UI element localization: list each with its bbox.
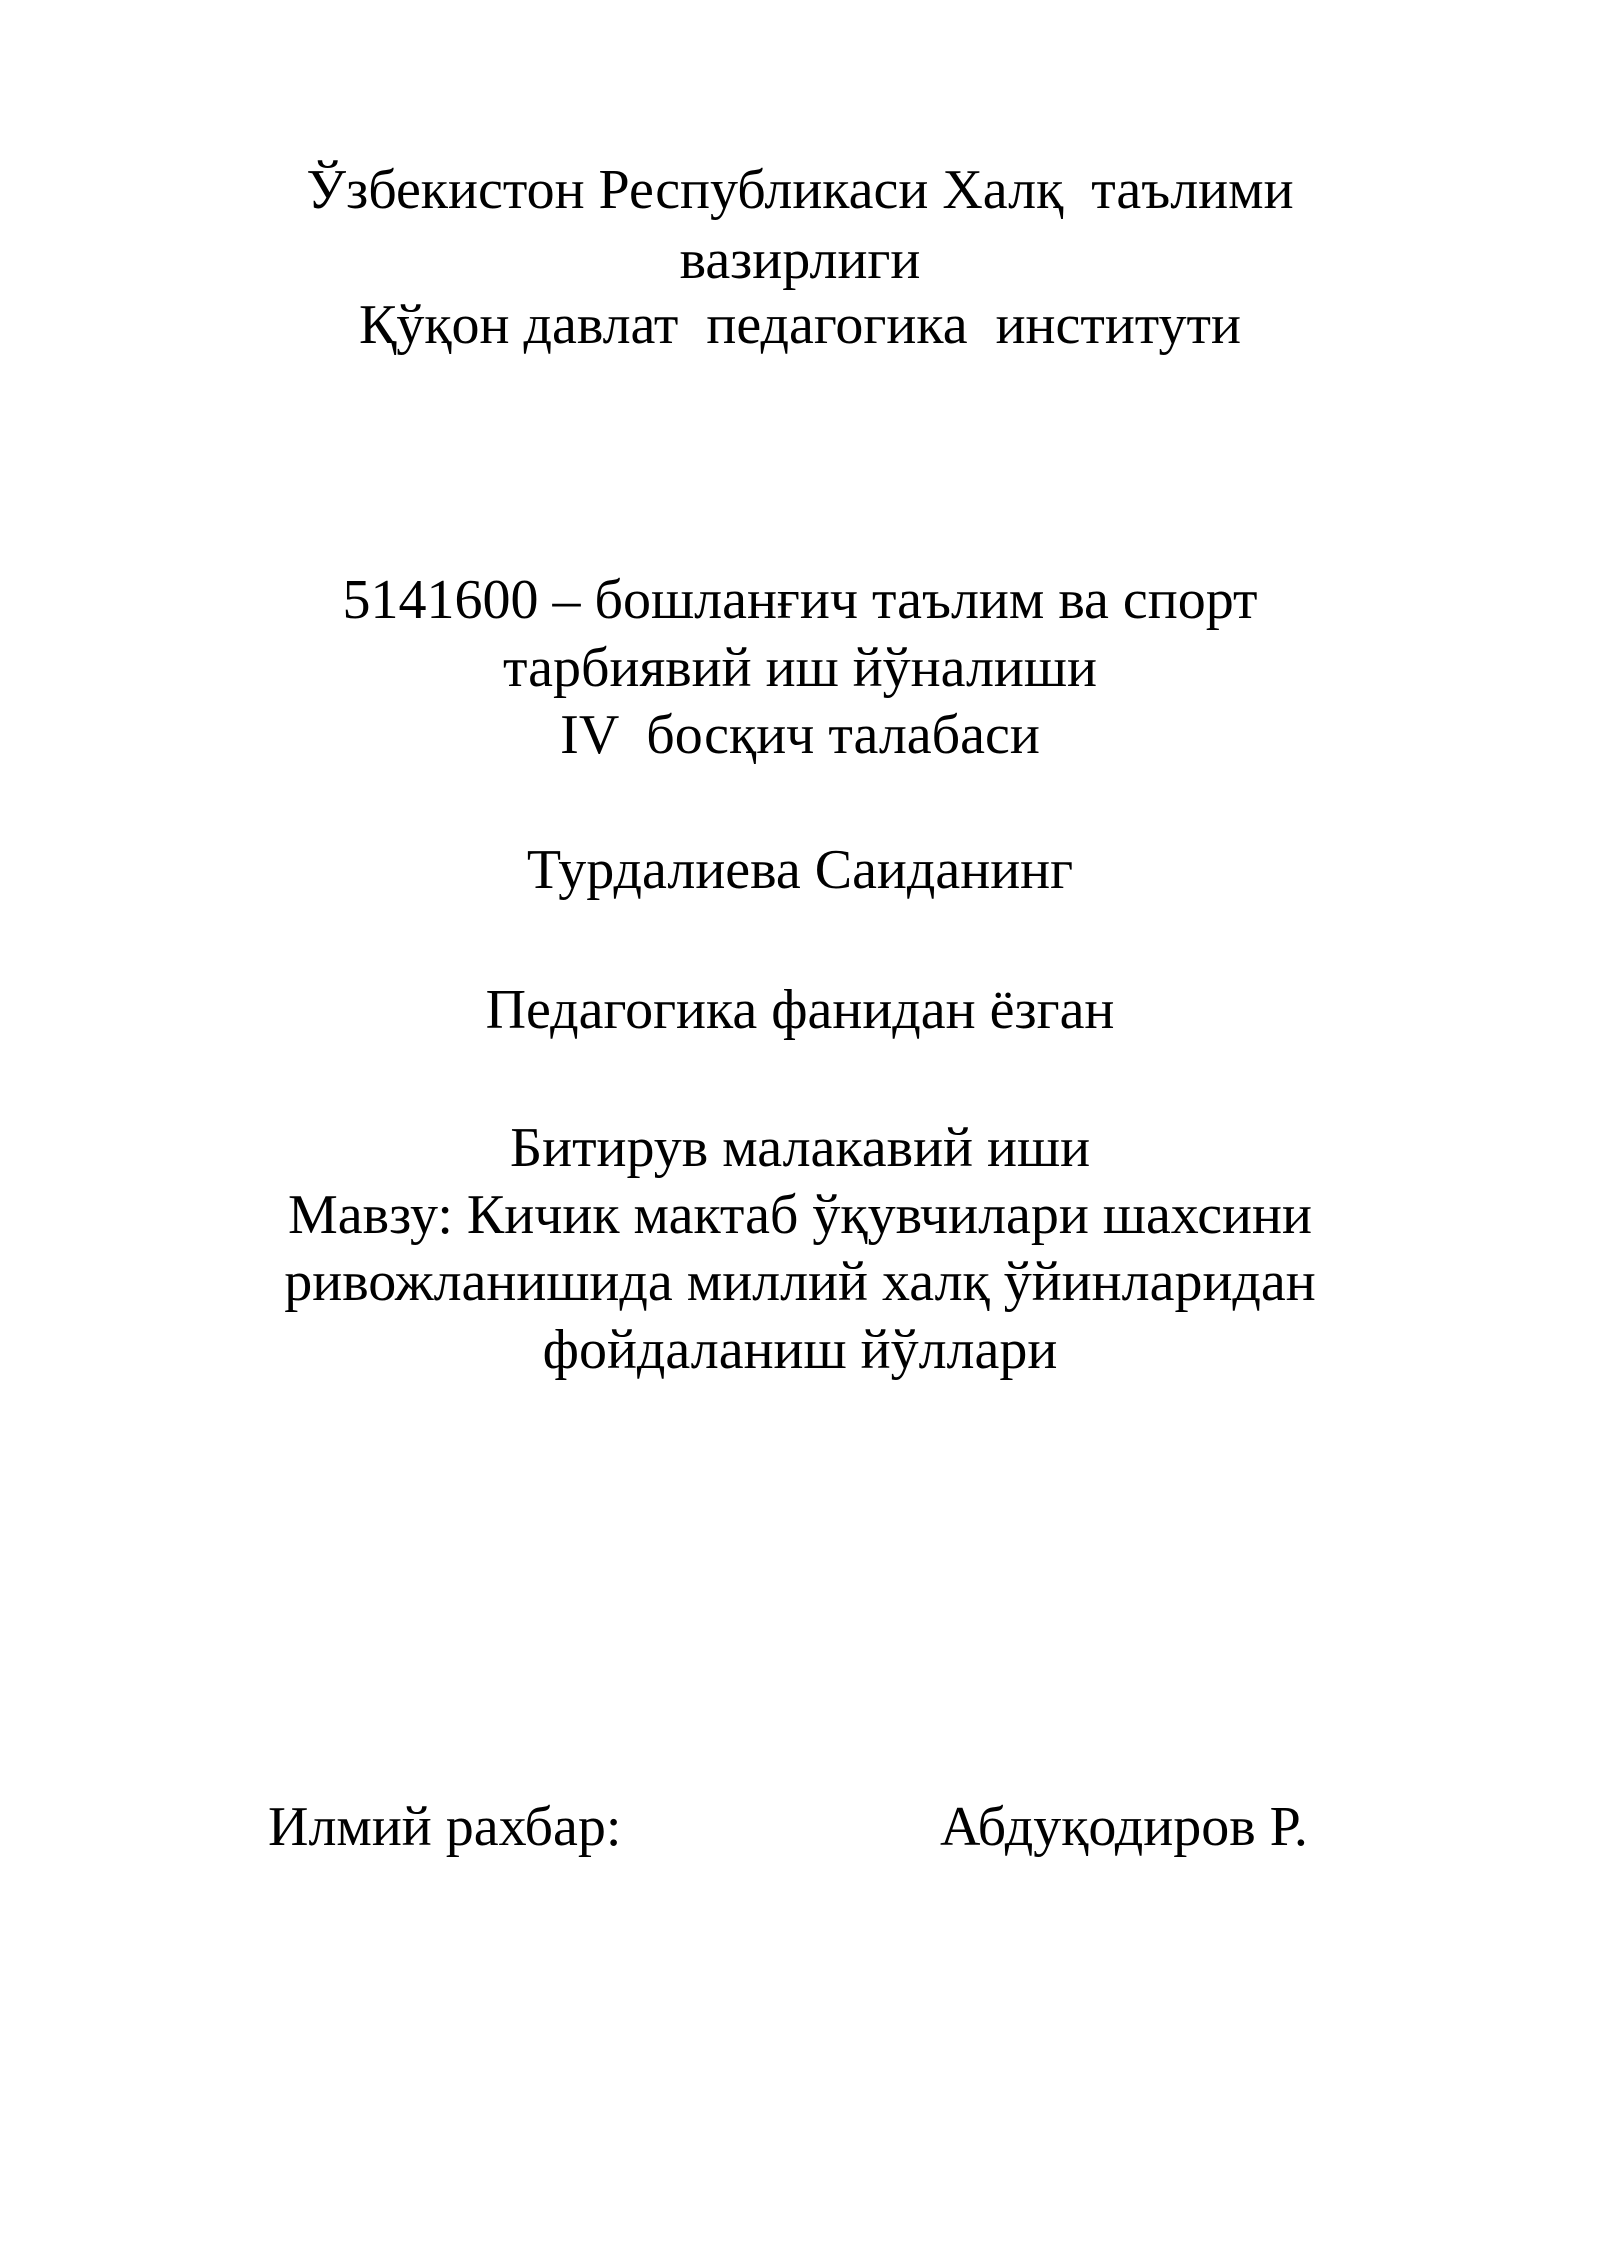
thesis-topic-line-2: ривожланишида миллий халқ ўйинларидан — [284, 1251, 1316, 1313]
ministry-line-1: Ўзбекистон Республикаси Халқ таълими — [306, 159, 1294, 221]
supervisor-name: Абдуқодиров Р. — [940, 1796, 1308, 1858]
thesis-type: Битирув малакавий иши — [509, 1117, 1091, 1179]
subject-line: Педагогика фанидан ёзган — [485, 979, 1115, 1041]
stage-line: IV босқич талабаси — [560, 704, 1040, 766]
thesis-topic-line-1: Мавзу: Кичик мактаб ўқувчилари шахсини — [288, 1184, 1312, 1246]
student-name: Турдалиева Саиданинг — [526, 839, 1074, 901]
institute-name: Қўқон давлат педагогика институти — [359, 294, 1241, 356]
ministry-line-2: вазирлиги — [679, 229, 921, 291]
supervisor-label: Илмий рахбар: — [268, 1796, 622, 1858]
direction-line-2: тарбиявий иш йўналиши — [503, 637, 1097, 699]
direction-line-1: 5141600 – бошланғич таълим ва спорт — [342, 569, 1258, 631]
thesis-topic-line-3: фойдаланиш йўллари — [542, 1319, 1058, 1381]
